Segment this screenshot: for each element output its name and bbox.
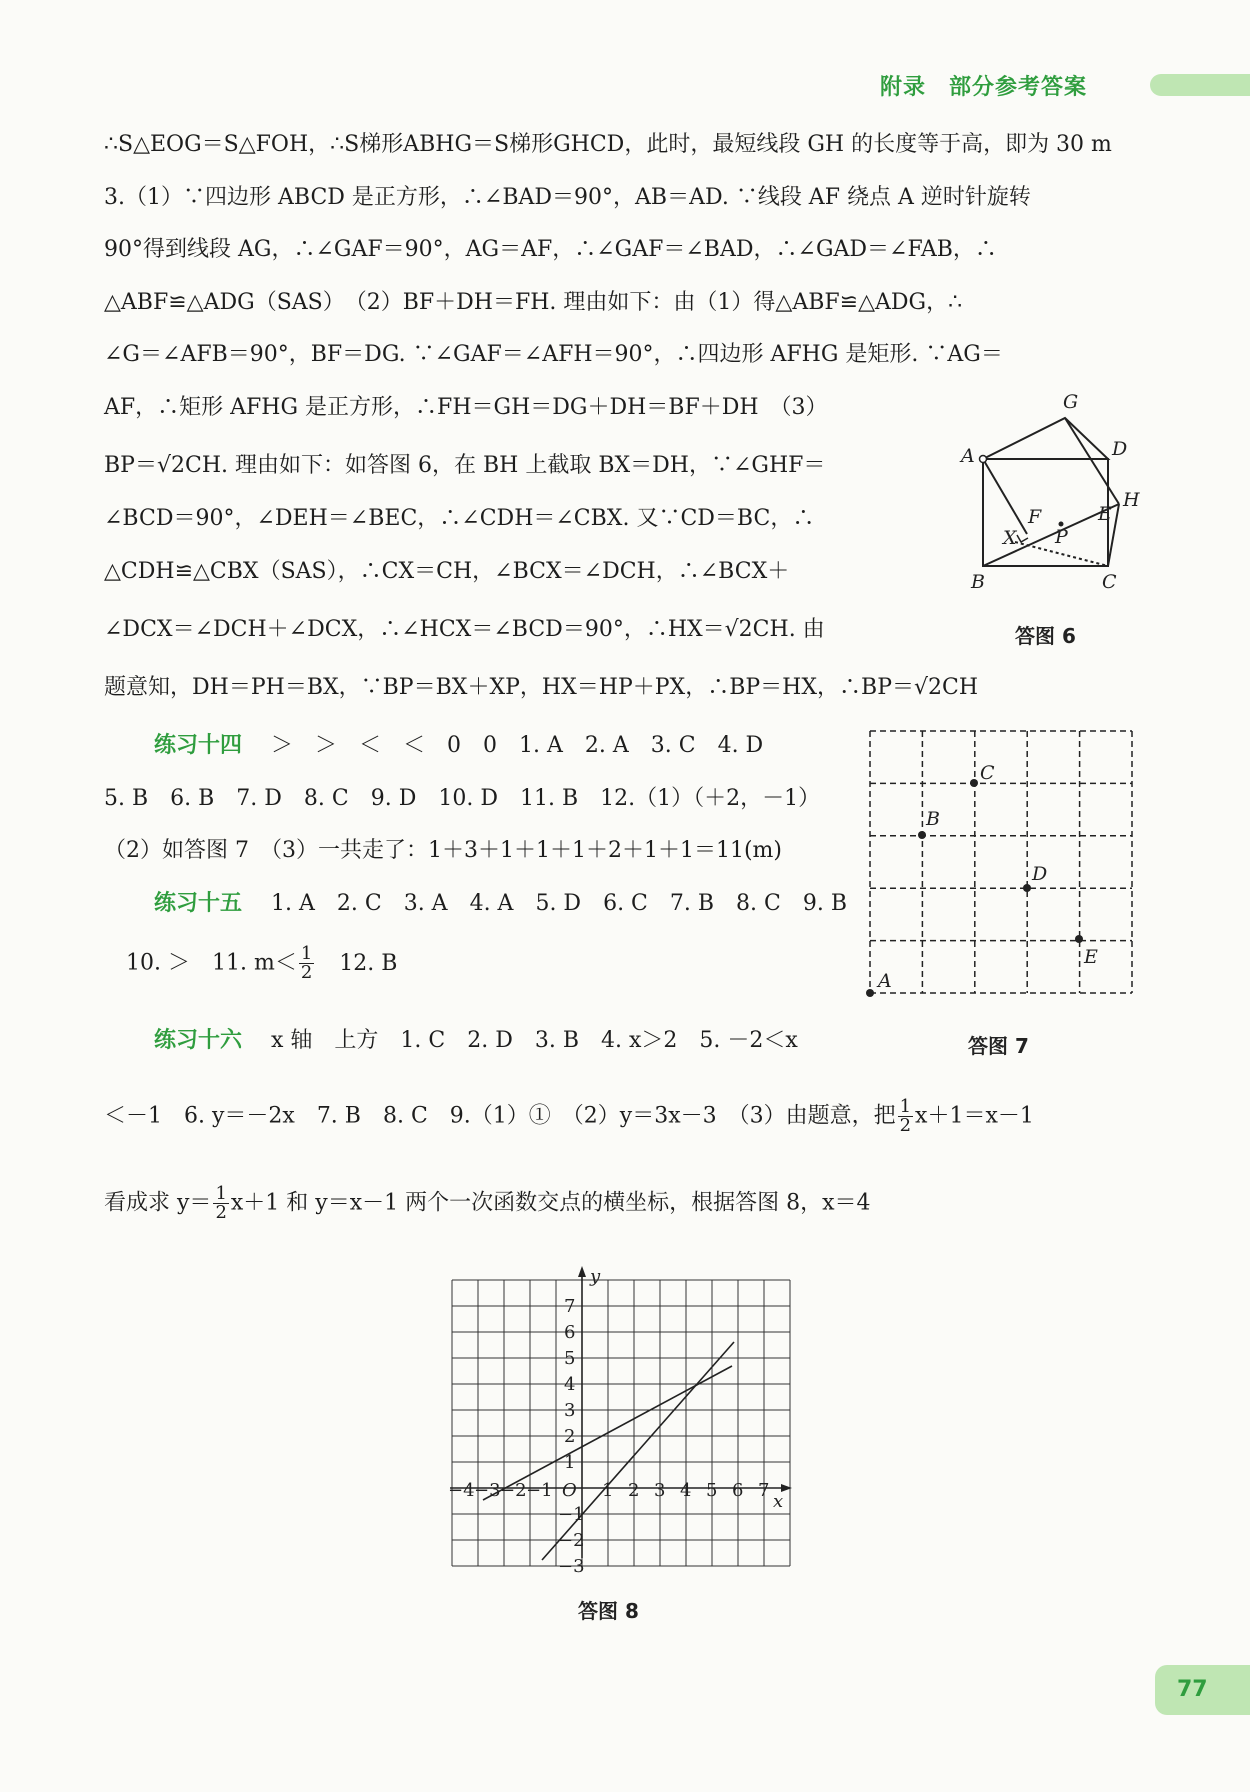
exercise-15-answers: 1. A 2. C 3. A 4. A 5. D 6. C 7. B 8. C 9. B bbox=[271, 891, 848, 916]
line-19-part-b: x＋1 和 y＝x－1 两个一次函数交点的横坐标，根据答图 8，x＝4 bbox=[230, 1190, 871, 1216]
text-line-3: 90°得到线段 AG，∴∠GAF＝90°，AG＝AF，∴∠GAF＝∠BAD，∴∠GAD＝∠FAB，∴ bbox=[104, 237, 997, 262]
point-a-marker bbox=[980, 456, 987, 463]
text-line-2: 3.（1）∵四边形 ABCD 是正方形，∴∠BAD＝90°，AB＝AD. ∵线段 AF 绕点 A 逆时针旋转 bbox=[104, 185, 1031, 210]
label-a: A bbox=[961, 445, 975, 467]
y-tick-m1: −1 bbox=[558, 1504, 585, 1525]
text-line-13: 5. B 6. B 7. D 8. C 9. D 10. D 11. B 12.（1）（＋2，－1） bbox=[104, 786, 821, 811]
figure-6-caption: 答图 6 bbox=[1015, 624, 1076, 648]
origin-label: O bbox=[562, 1480, 577, 1501]
x-tick-4: 4 bbox=[680, 1480, 692, 1501]
text-line-9: △CDH≌△CBX（SAS），∴CX＝CH，∠BCX＝∠DCH，∴∠BCX＋ bbox=[104, 559, 790, 584]
figure-7-grid bbox=[860, 725, 1140, 1000]
fraction-denominator: 2 bbox=[300, 962, 313, 983]
x-tick-m1: −1 bbox=[526, 1480, 553, 1501]
label-c: C bbox=[980, 762, 995, 784]
exercise-16-answers: x 轴 上方 1. C 2. D 3. B 4. x＞2 5. －2＜x bbox=[271, 1028, 798, 1053]
exercise-16-label: 练习十六 bbox=[154, 1028, 243, 1053]
label-h: H bbox=[1123, 489, 1140, 511]
x-tick-5: 5 bbox=[706, 1480, 718, 1501]
label-d: D bbox=[1032, 863, 1048, 885]
x-tick-1: 1 bbox=[602, 1480, 614, 1501]
point-b bbox=[918, 831, 926, 839]
label-e: E bbox=[1084, 946, 1098, 968]
x-tick-6: 6 bbox=[732, 1480, 744, 1501]
y-axis-label: y bbox=[590, 1266, 601, 1287]
x-tick-m4: −4 bbox=[448, 1480, 475, 1501]
point-c bbox=[970, 779, 978, 787]
figure-7-caption: 答图 7 bbox=[968, 1034, 1029, 1058]
y-tick-m3: −3 bbox=[558, 1556, 585, 1577]
label-x: X bbox=[1003, 527, 1017, 549]
x-tick-m3: −3 bbox=[474, 1480, 501, 1501]
line-18-part-b: x＋1＝x－1 bbox=[915, 1103, 1034, 1129]
label-a: A bbox=[878, 970, 892, 992]
fraction-denominator: 2 bbox=[899, 1115, 912, 1136]
point-a bbox=[866, 989, 874, 997]
fraction-numerator: 1 bbox=[215, 1183, 227, 1204]
label-f: F bbox=[1028, 506, 1042, 528]
fraction-half-2 bbox=[898, 1098, 913, 1135]
exercise-14-label: 练习十四 bbox=[154, 733, 243, 758]
text-line-6: AF，∴矩形 AFHG 是正方形，∴FH＝GH＝DG＋DH＝BF＋DH （3） bbox=[104, 395, 828, 420]
exercise-15-label: 练习十五 bbox=[154, 891, 243, 916]
figure-8-caption: 答图 8 bbox=[578, 1599, 639, 1623]
y-tick-2: 2 bbox=[564, 1426, 576, 1447]
text-line-5: ∠G＝∠AFB＝90°，BF＝DG. ∵∠GAF＝∠AFH＝90°，∴四边形 AFHG 是矩形. ∵AG＝ bbox=[104, 342, 1003, 367]
exercise-14-answers: ＞ ＞ ＜ ＜ 0 0 1. A 2. A 3. C 4. D bbox=[271, 733, 764, 758]
y-axis-arrow bbox=[578, 1266, 586, 1277]
figure-6-geometry bbox=[955, 390, 1145, 590]
fraction-numerator: 1 bbox=[300, 943, 313, 964]
header-accent-bar bbox=[1150, 74, 1250, 96]
text-line-7: BP＝√2CH. 理由如下：如答图 6，在 BH 上截取 BX＝DH，∵∠GHF＝ bbox=[104, 453, 826, 478]
text-line-18 bbox=[104, 1098, 1034, 1135]
y-tick-4: 4 bbox=[564, 1374, 576, 1395]
page-header: 附录 部分参考答案 bbox=[880, 75, 1088, 100]
exercise-16-line bbox=[154, 1026, 798, 1056]
label-e: E bbox=[1098, 503, 1112, 525]
label-g: G bbox=[1063, 391, 1079, 413]
text-line-4: △ABF≌△ADG（SAS） （2）BF＋DH＝FH. 理由如下：由（1）得△ABF≌△ADG，∴ bbox=[104, 290, 963, 315]
point-d bbox=[1023, 884, 1031, 892]
exercise-14-line bbox=[154, 731, 763, 761]
text-line-11: 题意知，DH＝PH＝BX，∵BP＝BX＋XP，HX＝HP＋PX，∴BP＝HX，∴BP＝√2CH bbox=[104, 675, 979, 700]
y-tick-7: 7 bbox=[564, 1296, 576, 1317]
label-p: P bbox=[1055, 526, 1068, 548]
fraction-denominator: 2 bbox=[215, 1202, 227, 1223]
x-tick-7: 7 bbox=[758, 1480, 770, 1501]
page-number: 77 bbox=[1155, 1665, 1250, 1715]
x-tick-2: 2 bbox=[628, 1480, 640, 1501]
x-tick-3: 3 bbox=[654, 1480, 666, 1501]
line-19-part-a: 看成求 y＝ bbox=[104, 1190, 212, 1216]
line-18-part-a: ＜－1 6. y＝－2x 7. B 8. C 9.（1）① （2）y＝3x－3 （3）由题意，把 bbox=[104, 1103, 896, 1129]
right-angle-mark bbox=[1017, 535, 1028, 542]
side-gh bbox=[1065, 418, 1119, 504]
figure-8-plot bbox=[440, 1260, 800, 1580]
text-line-10: ∠DCX＝∠DCH＋∠DCX，∴∠HCX＝∠BCD＝90°，∴HX＝√2CH. 由 bbox=[104, 617, 825, 642]
label-b: B bbox=[971, 571, 985, 590]
label-d: D bbox=[1112, 438, 1128, 460]
y-tick-1: 1 bbox=[564, 1452, 576, 1473]
text-line-8: ∠BCD＝90°，∠DEH＝∠BEC，∴∠CDH＝∠CBX. 又∵CD＝BC，∴ bbox=[104, 506, 815, 531]
line-16-part-b: 12. B bbox=[339, 950, 398, 976]
text-line-1: ∴S△EOG＝S△FOH，∴S梯形ABHG＝S梯形GHCD，此时，最短线段 GH 的长度等于高，即为 30 m bbox=[104, 132, 1112, 157]
label-c: C bbox=[1102, 571, 1117, 590]
text-line-19 bbox=[104, 1185, 871, 1222]
label-b: B bbox=[926, 808, 940, 830]
y-tick-3: 3 bbox=[564, 1400, 576, 1421]
line-16-part-a: 10. ＞ 11. m＜ bbox=[126, 950, 297, 976]
side-agd bbox=[983, 418, 1108, 459]
fraction-numerator: 1 bbox=[899, 1096, 912, 1117]
exercise-15-line bbox=[154, 889, 847, 919]
text-line-16 bbox=[126, 945, 397, 982]
y-tick-m2: −2 bbox=[558, 1530, 585, 1551]
point-e bbox=[1075, 935, 1083, 943]
y-tick-6: 6 bbox=[564, 1322, 576, 1343]
text-line-14: （2）如答图 7 （3）一共走了：1＋3＋1＋1＋1＋2＋1＋1＝11(m) bbox=[104, 838, 782, 863]
fraction-half bbox=[299, 945, 314, 982]
x-tick-m2: −2 bbox=[500, 1480, 527, 1501]
y-tick-5: 5 bbox=[564, 1348, 576, 1369]
fraction-half-3 bbox=[213, 1185, 228, 1222]
segment-af bbox=[983, 459, 1027, 534]
x-axis-label: x bbox=[773, 1491, 784, 1512]
